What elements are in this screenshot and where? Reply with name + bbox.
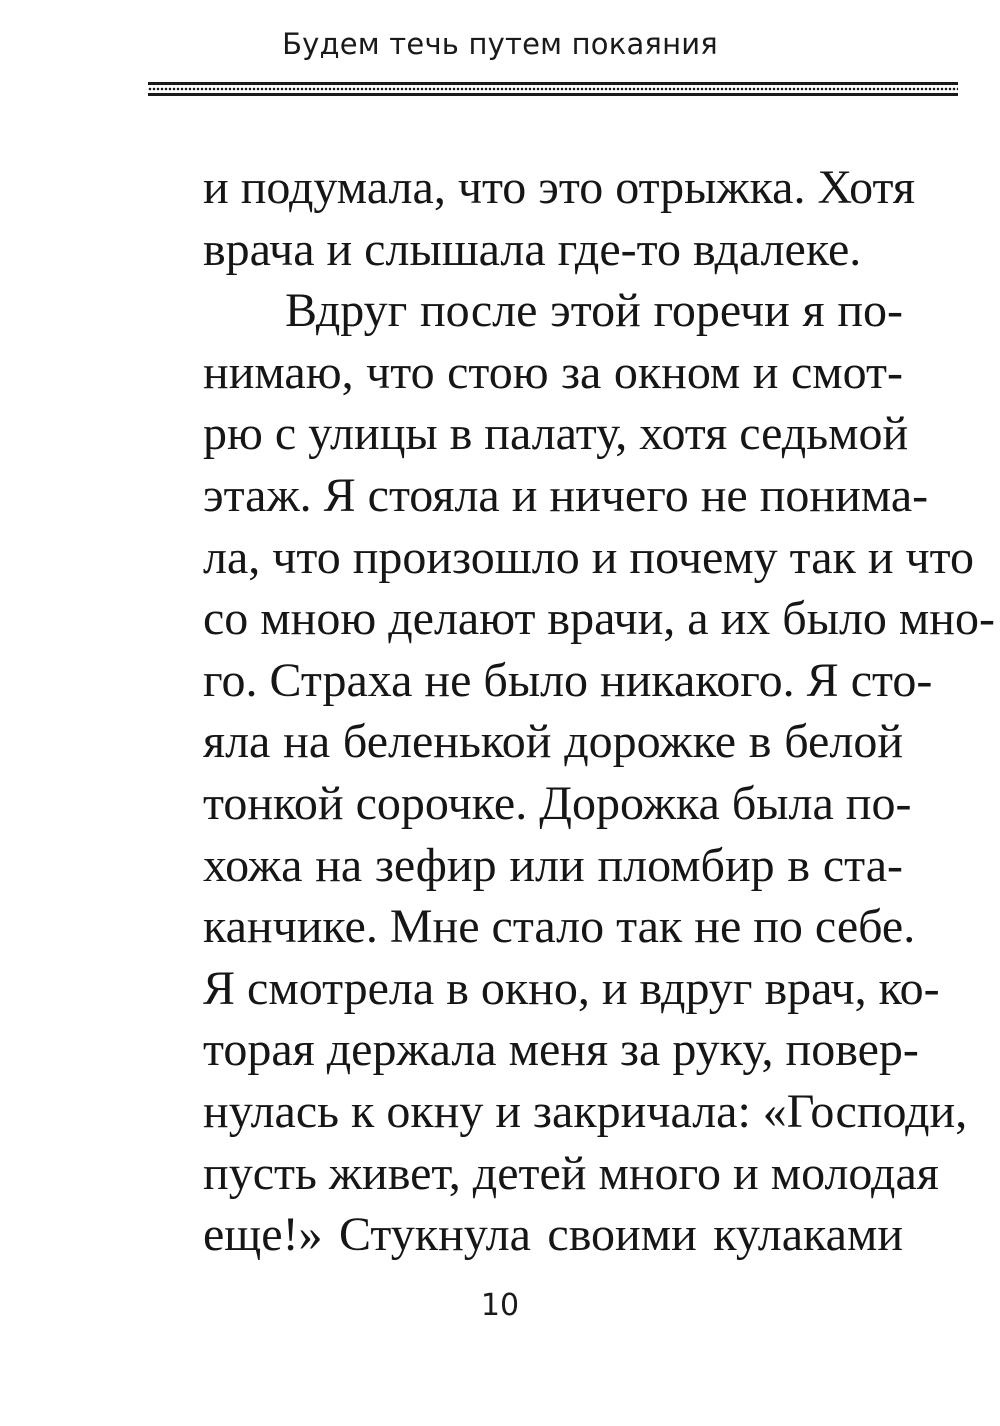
text-line: ла, что произошло и почему так и что bbox=[203, 530, 975, 584]
body-text bbox=[203, 157, 995, 1266]
text-line: и подумала, что это отрыжка. Хотя bbox=[203, 161, 915, 214]
text-line: пусть живет, детей много и молодая bbox=[203, 1146, 939, 1200]
text-line: канчике. Мне стало так не по себе. bbox=[203, 900, 916, 954]
text-line: хожа на зефир или пломбир в ста- bbox=[203, 838, 903, 892]
text-line: Я смотрела в окно, и вдруг врач, ко- bbox=[203, 961, 940, 1015]
paragraph-first-line: Вдруг после этой горечи я по- bbox=[285, 284, 903, 338]
text-line: тонкой сорочке. Дорожка была по- bbox=[203, 776, 912, 830]
text-line: нулась к окну и закричала: «Господи, bbox=[203, 1084, 968, 1138]
text-line: го. Страха не было никакого. Я сто- bbox=[203, 653, 933, 707]
text-line: яла на беленькой дорожке в белой bbox=[203, 715, 903, 769]
header-rule bbox=[148, 82, 958, 96]
page-number: 10 bbox=[480, 1288, 520, 1323]
running-header-title: Будем течь путем покаяния bbox=[282, 27, 718, 61]
text-line: нимаю, что стою за окном и смот- bbox=[203, 345, 903, 399]
text-line: этаж. Я стояла и ничего не понима- bbox=[203, 468, 929, 522]
text-line: рю с улицы в палату, хотя седьмой bbox=[203, 407, 909, 461]
header-rule-top-line bbox=[148, 82, 958, 85]
text-line: еще!» Стукнула своими кулаками bbox=[203, 1208, 903, 1262]
text-line: торая держала меня за руку, повер- bbox=[203, 1023, 919, 1077]
text-line: врача и слышала где-то вдалеке. bbox=[203, 222, 862, 276]
header-rule-dotted-line bbox=[148, 87, 958, 91]
text-line: со мною делают врачи, а их было мно- bbox=[203, 592, 995, 646]
header-rule-bottom-line bbox=[148, 93, 958, 96]
